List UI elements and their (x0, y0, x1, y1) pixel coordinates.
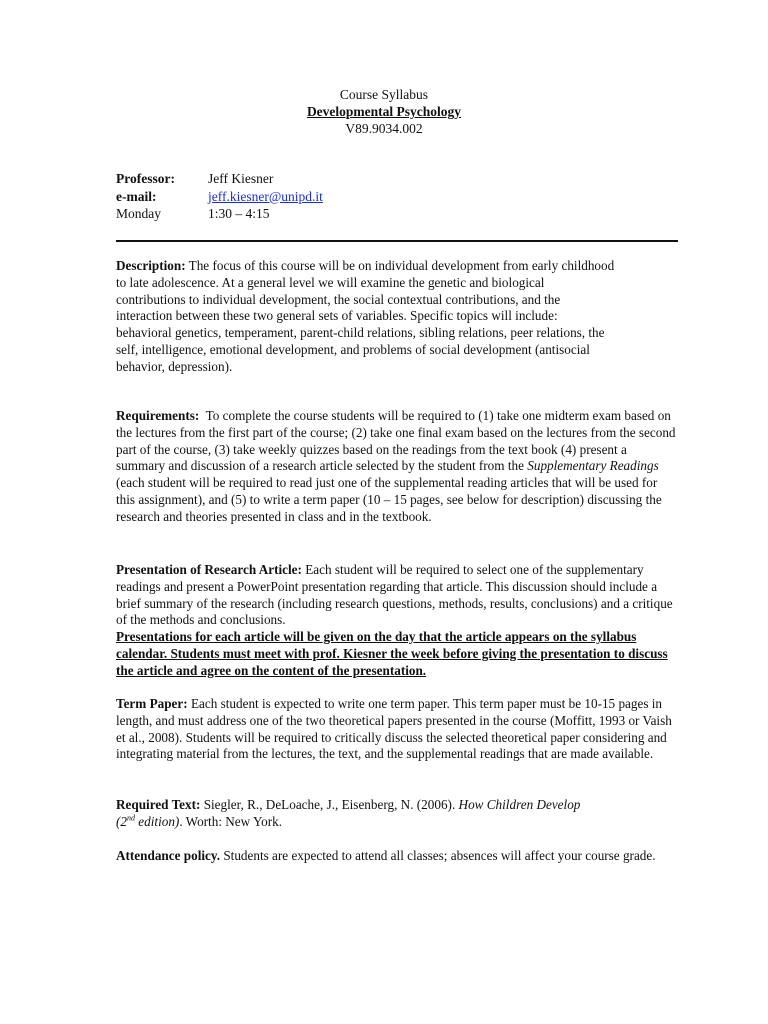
required-text-book-title: How Children Develop (458, 797, 581, 812)
description-text: The focus of this course will be on individual development from early childhood to late adolescence. At a general level we will examine the genetic and biological contributions to individual development, the social contextual contributions, and the interaction between these two general sets of variables. Specific topics will include: behavioral genetics, temperament, parent-child relations, sibling relations, peer relations, the self, intelligence, emotional development, and problems of social development (antisocial behavior, depression). (116, 258, 615, 374)
horizontal-divider (116, 240, 678, 242)
term-paper-text: Each student is expected to write one term paper. This term paper must be 10-15 pages in length, and must address one of the two theoretical papers presented in the course (Moffitt, 1993 or Vaish et al., 2008). Students will be required to critically discuss the selected theoretical paper considering and integrating material from the lectures, the text, and the supplemental readings that are made available. (116, 696, 672, 762)
required-text-authors: Siegler, R., DeLoache, J., Eisenberg, N. (2006). (203, 797, 456, 812)
required-text-publisher: . Worth: New York. (179, 813, 283, 829)
requirements-text-part2: (each student will be required to read just one of the supplemental reading articles that will be used for this assignment), and (5) to write a term paper (10 – 15 pages, see below for description) discussing the research and theories presented in class and in the textbook. (116, 475, 662, 524)
day-label: Monday (116, 206, 161, 221)
attendance-section (116, 848, 678, 865)
professor-row (116, 170, 323, 188)
professor-name: Jeff Kiesner (208, 171, 274, 186)
term-paper-section (116, 696, 678, 763)
required-text-section (116, 797, 678, 831)
requirements-heading: Requirements: (116, 408, 200, 423)
course-title: Developmental Psychology (306, 104, 462, 119)
email-row (116, 188, 323, 206)
description-heading: Description: (116, 258, 186, 273)
presentation-section (116, 562, 678, 680)
schedule-row (116, 205, 323, 223)
required-text-heading: Required Text: (116, 797, 201, 812)
course-code: V89.9034.002 (345, 121, 423, 136)
presentation-emphasis: Presentations for each article will be given on the day that the article appears on the syllabus calendar. Students must meet with prof. Kiesner the week before giving the presentation to discuss the article and agree on the content of the presentation. (116, 629, 668, 678)
requirements-text-part1: To complete the course students will be required to (1) take one midterm exam based on the lectures from the first part of the course; (2) take one final exam based on the lectures from the second part of the course, (3) take weekly quizzes based on the readings from the text book (4) present a summary and discussion of a research article selected by the student from the (116, 408, 676, 474)
professor-label: Professor: (116, 171, 175, 186)
email-link[interactable]: jeff.kiesner@unipd.it (208, 188, 323, 204)
required-text-edition: (2nd edition) (116, 813, 180, 829)
supplementary-readings-title: Supplementary Readings (527, 458, 659, 474)
presentation-text: Each student will be required to select one of the supplementary readings and present a PowerPoint presentation regarding that article. This discussion should include a brief summary of the research (including research questions, methods, results, conclusions) and a critique of the methods and conclusions. (116, 562, 673, 628)
document-header (0, 86, 768, 137)
term-paper-heading: Term Paper: (116, 696, 188, 711)
description-section (116, 258, 616, 376)
class-time: 1:30 – 4:15 (208, 206, 270, 221)
requirements-section (116, 408, 678, 526)
header-label: Course Syllabus (339, 87, 429, 102)
attendance-heading: Attendance policy. (116, 848, 221, 863)
course-info (116, 170, 323, 223)
presentation-heading: Presentation of Research Article: (116, 562, 302, 577)
email-label: e-mail: (116, 188, 157, 204)
attendance-text: Students are expected to attend all classes; absences will affect your course grade. (223, 848, 656, 863)
